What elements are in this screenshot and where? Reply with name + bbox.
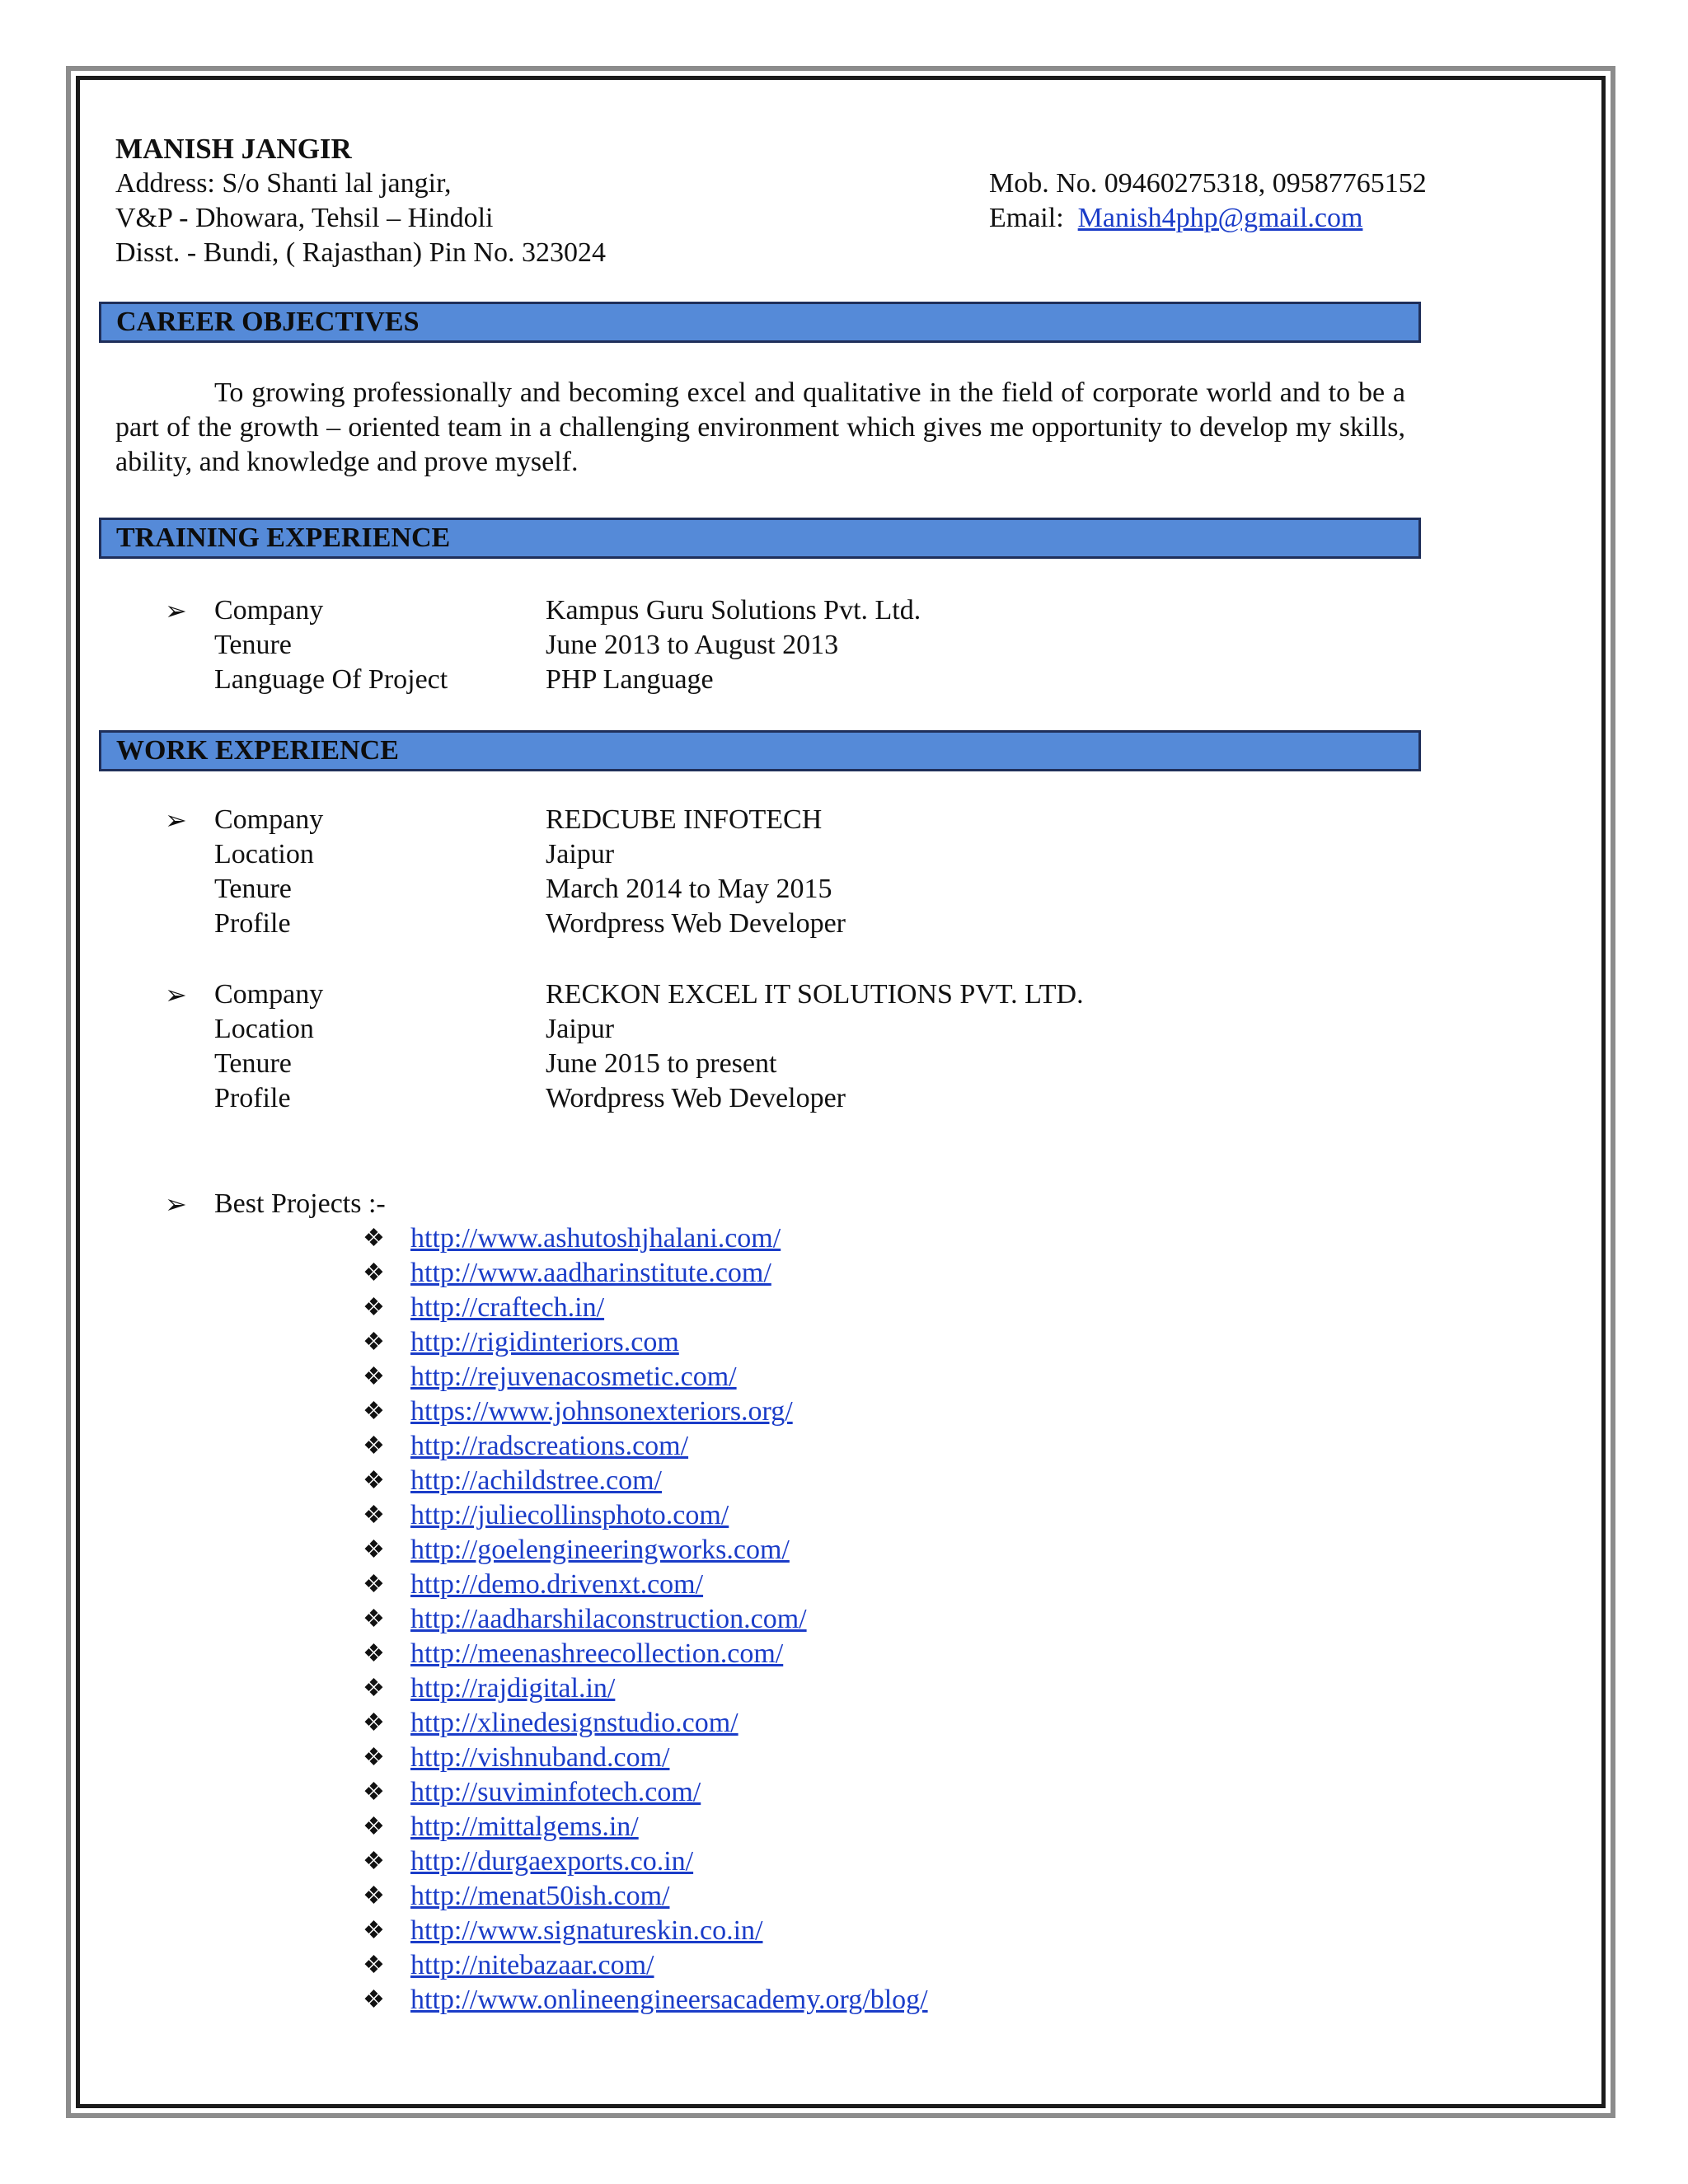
training-company-value: Kampus Guru Solutions Pvt. Ltd. bbox=[546, 595, 921, 626]
project-link[interactable]: http://craftech.in/ bbox=[410, 1292, 605, 1323]
job-company-label: Company bbox=[214, 979, 324, 1010]
diamond-bullet-icon: ❖ bbox=[363, 1813, 385, 1840]
email-link[interactable]: Manish4php@gmail.com bbox=[1077, 203, 1363, 233]
project-link[interactable]: http://demo.drivenxt.com/ bbox=[410, 1569, 704, 1600]
diamond-bullet-icon: ❖ bbox=[363, 1744, 385, 1771]
job-company-label: Company bbox=[214, 804, 324, 835]
best-projects-label: Best Projects :- bbox=[214, 1188, 386, 1219]
diamond-bullet-icon: ❖ bbox=[363, 1329, 385, 1356]
arrow-bullet-icon: ➢ bbox=[165, 805, 187, 835]
job-location-value: Jaipur bbox=[546, 1014, 615, 1044]
project-link[interactable]: http://www.signatureskin.co.in/ bbox=[410, 1915, 763, 1946]
project-link[interactable]: http://meenashreecollection.com/ bbox=[410, 1638, 784, 1669]
diamond-bullet-icon: ❖ bbox=[363, 1605, 385, 1633]
address-line-2: V&P - Dhowara, Tehsil – Hindoli bbox=[115, 203, 494, 233]
diamond-bullet-icon: ❖ bbox=[363, 1848, 385, 1875]
project-link[interactable]: http://rigidinteriors.com bbox=[410, 1327, 679, 1357]
job-location-label: Location bbox=[214, 839, 314, 869]
project-link[interactable]: http://juliecollinsphoto.com/ bbox=[410, 1500, 729, 1530]
training-tenure-label: Tenure bbox=[214, 630, 292, 660]
diamond-bullet-icon: ❖ bbox=[363, 1952, 385, 1979]
diamond-bullet-icon: ❖ bbox=[363, 1917, 385, 1944]
training-language-label: Language Of Project bbox=[214, 664, 448, 695]
section-training-experience: TRAINING EXPERIENCE bbox=[99, 518, 1421, 559]
job-profile-value: Wordpress Web Developer bbox=[546, 1083, 846, 1113]
diamond-bullet-icon: ❖ bbox=[363, 1259, 385, 1286]
diamond-bullet-icon: ❖ bbox=[363, 1432, 385, 1460]
section-work-experience: WORK EXPERIENCE bbox=[99, 730, 1421, 771]
job-company-value: REDCUBE INFOTECH bbox=[546, 804, 823, 835]
job-location-value: Jaipur bbox=[546, 839, 615, 869]
project-link[interactable]: http://achildstree.com/ bbox=[410, 1465, 662, 1496]
training-company-label: Company bbox=[214, 595, 324, 626]
project-link[interactable]: http://rajdigital.in/ bbox=[410, 1673, 616, 1704]
address-line-3: Disst. - Bundi, ( Rajasthan) Pin No. 323024 bbox=[115, 237, 606, 268]
diamond-bullet-icon: ❖ bbox=[363, 1986, 385, 2013]
project-link[interactable]: http://vishnuband.com/ bbox=[410, 1742, 670, 1773]
project-link[interactable]: http://radscreations.com/ bbox=[410, 1431, 689, 1461]
training-language-value: PHP Language bbox=[546, 664, 714, 695]
project-link[interactable]: http://durgaexports.co.in/ bbox=[410, 1846, 694, 1877]
job-profile-label: Profile bbox=[214, 908, 291, 939]
job-tenure-label: Tenure bbox=[214, 874, 292, 904]
project-link[interactable]: http://www.onlineengineersacademy.org/blog/ bbox=[410, 1985, 928, 2015]
training-tenure-value: June 2013 to August 2013 bbox=[546, 630, 839, 660]
diamond-bullet-icon: ❖ bbox=[363, 1882, 385, 1910]
project-link[interactable]: http://goelengineeringworks.com/ bbox=[410, 1535, 790, 1565]
career-objective-text: To growing professionally and becoming excel and qualitative in the field of corporate world and to be a part of the growth – oriented team in a challenging environment which gives me opportunity to develop my skills, ability, and knowledge and prove myself. bbox=[115, 377, 1405, 477]
candidate-name: MANISH JANGIR bbox=[115, 133, 352, 165]
project-link[interactable]: http://menat50ish.com/ bbox=[410, 1881, 670, 1911]
diamond-bullet-icon: ❖ bbox=[363, 1779, 385, 1806]
email-row bbox=[989, 201, 1362, 236]
project-link[interactable]: http://mittalgems.in/ bbox=[410, 1811, 639, 1842]
diamond-bullet-icon: ❖ bbox=[363, 1675, 385, 1702]
diamond-bullet-icon: ❖ bbox=[363, 1502, 385, 1529]
project-link[interactable]: http://aadharshilaconstruction.com/ bbox=[410, 1604, 807, 1634]
project-link[interactable]: https://www.johnsonexteriors.org/ bbox=[410, 1396, 793, 1427]
email-label: Email: bbox=[989, 203, 1064, 233]
section-career-objectives: CAREER OBJECTIVES bbox=[99, 302, 1421, 343]
diamond-bullet-icon: ❖ bbox=[363, 1467, 385, 1494]
address-line-1: Address: S/o Shanti lal jangir, bbox=[115, 168, 452, 199]
arrow-bullet-icon: ➢ bbox=[165, 1189, 187, 1219]
mobile-number: Mob. No. 09460275318, 09587765152 bbox=[989, 168, 1427, 199]
project-link[interactable]: http://rejuvenacosmetic.com/ bbox=[410, 1361, 737, 1392]
arrow-bullet-icon: ➢ bbox=[165, 980, 187, 1010]
diamond-bullet-icon: ❖ bbox=[363, 1571, 385, 1598]
arrow-bullet-icon: ➢ bbox=[165, 596, 187, 626]
job-tenure-value: June 2015 to present bbox=[546, 1048, 777, 1079]
diamond-bullet-icon: ❖ bbox=[363, 1363, 385, 1390]
diamond-bullet-icon: ❖ bbox=[363, 1640, 385, 1667]
diamond-bullet-icon: ❖ bbox=[363, 1536, 385, 1563]
project-link[interactable]: http://xlinedesignstudio.com/ bbox=[410, 1708, 738, 1738]
job-location-label: Location bbox=[214, 1014, 314, 1044]
project-link[interactable]: http://www.ashutoshjhalani.com/ bbox=[410, 1223, 781, 1254]
job-profile-label: Profile bbox=[214, 1083, 291, 1113]
job-tenure-label: Tenure bbox=[214, 1048, 292, 1079]
diamond-bullet-icon: ❖ bbox=[363, 1225, 385, 1252]
project-link[interactable]: http://www.aadharinstitute.com/ bbox=[410, 1258, 771, 1288]
job-company-value: RECKON EXCEL IT SOLUTIONS PVT. LTD. bbox=[546, 979, 1084, 1010]
diamond-bullet-icon: ❖ bbox=[363, 1294, 385, 1321]
job-tenure-value: March 2014 to May 2015 bbox=[546, 874, 832, 904]
diamond-bullet-icon: ❖ bbox=[363, 1709, 385, 1736]
project-link[interactable]: http://nitebazaar.com/ bbox=[410, 1950, 654, 1980]
project-link[interactable]: http://suviminfotech.com/ bbox=[410, 1777, 701, 1807]
job-profile-value: Wordpress Web Developer bbox=[546, 908, 846, 939]
diamond-bullet-icon: ❖ bbox=[363, 1398, 385, 1425]
